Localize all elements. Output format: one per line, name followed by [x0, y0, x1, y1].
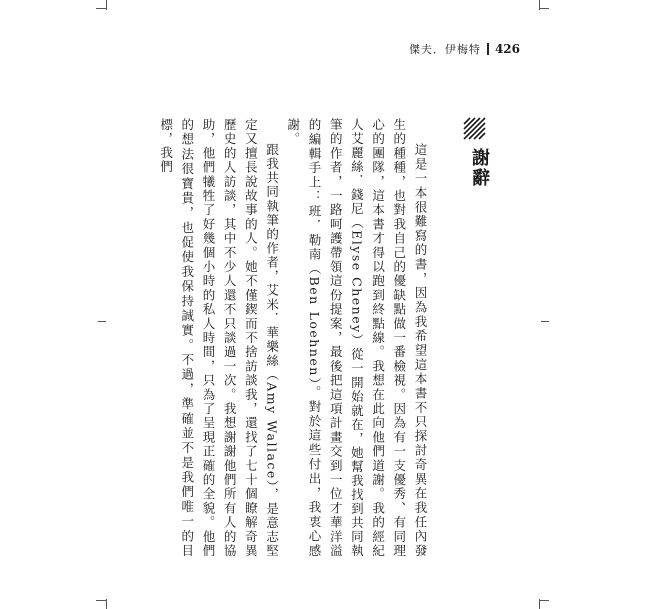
crop-mark-top-left	[106, 0, 107, 10]
chapter-heading	[464, 118, 490, 188]
paragraph: 跟我共同執筆的作者，艾米．華樂絲（Amy Wallace），是意志堅定又擅長說故事的人。她不僅鍥而不捨訪談我，還找了七十個瞭解奇異歷史的人訪談，其中不少人還不只談過一次。我想謝謝他們所有人的協助，他們犧牲了好幾個小時的私人時間，只為了呈現正確的全貌。他們的想法很寶貴，也促使我保持誠實。不過，準確並不是我們唯一的目標，我們	[158, 118, 280, 558]
crop-mark-bottom-left	[96, 600, 106, 601]
crop-mark-top-right	[539, 8, 549, 9]
paragraph: 這是一本很難寫的書，因為我希望這本書不只探討奇異在我任內發生的種種，也對我自己的優缺點做一番檢視。因為有一支優秀、有同理心的團隊，這本書才得以跑到終點線。我想在此向他們道謝。我的經紀人艾麗絲．錢尼（Elyse Cheney）從一開始就在，她幫我找到共同執筆的作者，一路呵護帶領這份提案，最後把這項計畫交到一位才華洋溢的編輯手上：班．勒南（Ben Loehnen）。對於這些付出，我衷心感謝。	[285, 118, 428, 558]
crop-mark-mid-right	[541, 321, 549, 322]
header-separator	[487, 43, 489, 55]
crop-mark-mid-left	[98, 321, 106, 322]
crop-mark-top-left	[96, 8, 106, 9]
crop-mark-bottom-right	[539, 600, 549, 601]
header-author: 傑夫．伊梅特	[408, 43, 481, 56]
body-text	[158, 118, 431, 558]
chapter-title: 謝辭	[469, 148, 490, 188]
crop-mark-bottom-left	[106, 599, 107, 609]
page-number: 426	[494, 42, 520, 56]
running-header	[409, 41, 520, 57]
hatch-ornament-icon	[464, 118, 486, 140]
